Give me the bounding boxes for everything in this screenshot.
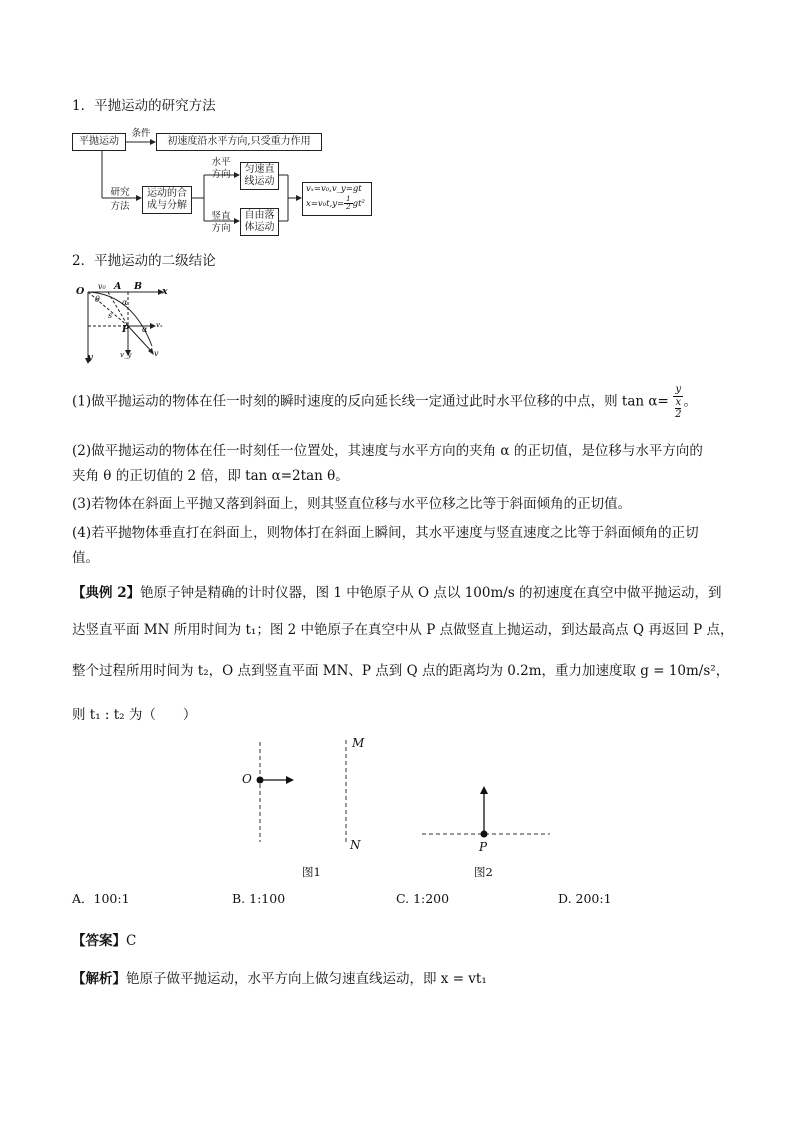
example-tag: 【典例 2】 — [72, 585, 141, 601]
option-a: A．100:1 — [72, 891, 130, 906]
flow-formula-line-1: vₓ=v₀,v_y=gt — [306, 184, 362, 194]
diag-label-y: y — [87, 352, 93, 363]
diag-label-A: A — [114, 281, 122, 292]
answer-tag: 【答案】 — [72, 933, 126, 949]
flow-vertical-label-1: 竖直 — [211, 211, 231, 222]
projectile-diagram — [72, 280, 172, 364]
fig-caption-1: 图1 — [302, 865, 321, 879]
conclusion-1-text: (1)做平抛运动的物体在任一时刻的瞬时速度的反向延长线一定通过此时水平位移的中点，则 tan α= — [72, 393, 669, 410]
flow-horizontal-label-2: 方向 — [211, 169, 231, 180]
diag-label-v0: v₀ — [98, 282, 106, 291]
flow-method-label-2: 方法 — [110, 201, 130, 212]
flow-method-label-1: 研究 — [110, 187, 130, 198]
flow-decompose-box — [142, 186, 192, 214]
flow-formula-box — [302, 182, 372, 216]
diag-label-x: x — [162, 286, 168, 297]
diag-label-s: s — [108, 311, 113, 320]
example-line-2: 达竖直平面 MN 所用时间为 t₁；图 2 中铯原子在真空中从 P 点做竖直上抛运动，到达最高点 Q 再返回 P 点， — [72, 622, 734, 638]
flow-uniform-box — [240, 162, 279, 190]
option-d: D. 200:1 — [558, 891, 612, 906]
conclusion-1-den-num: x — [675, 397, 682, 408]
fig-caption-2: 图2 — [474, 865, 493, 879]
example-line-1 — [72, 583, 722, 603]
analysis-tag: 【解析】 — [72, 971, 126, 987]
analysis-text: 铯原子做平抛运动，水平方向上做匀速直线运动，即 x = vt₁ — [126, 971, 487, 987]
diag-label-vy: v_y — [120, 351, 132, 359]
diag-label-alpha: α — [122, 298, 128, 307]
flow-decompose-line-2: 成与分解 — [147, 200, 187, 211]
problem-figure — [230, 736, 570, 886]
answer-line — [72, 931, 136, 951]
conclusion-4-line-2: 值。 — [72, 550, 99, 566]
conclusion-2-line-2: 夹角 θ 的正切值的 2 倍，即 tan α=2tan θ。 — [72, 468, 349, 484]
conclusion-1-end: 。 — [683, 393, 697, 410]
example-line-1-text: 铯原子钟是精确的计时仪器，图 1 中铯原子从 O 点以 100m/s 的初速度在真空中做平抛运动，到 — [140, 585, 722, 601]
option-c: C. 1:200 — [396, 891, 450, 906]
method-flowchart — [72, 128, 372, 240]
fig-label-N: N — [350, 838, 361, 852]
analysis-line — [72, 969, 487, 989]
diag-label-vx: vₓ — [156, 321, 163, 329]
flow-decompose-line-1: 运动的合 — [147, 188, 187, 199]
answer-value: C — [126, 933, 137, 949]
diag-label-theta: θ — [95, 295, 100, 304]
flow-formula-2a: x=v₀t,y= — [306, 199, 345, 209]
flow-condition-label: 条件 — [131, 128, 151, 139]
flow-uniform-line-1: 匀速直 — [244, 164, 275, 175]
flow-formula-line-2 — [306, 196, 371, 211]
flow-formula-2b: gt² — [352, 199, 365, 209]
flow-formula-frac-num: 1 — [346, 195, 351, 203]
option-b: B. 1:100 — [232, 891, 286, 906]
section-2-title: 2．平抛运动的二级结论 — [72, 253, 216, 269]
fig-label-M: M — [352, 736, 365, 750]
conclusion-2-line-1: (2)做平抛运动的物体在任一时刻任一位置处，其速度与水平方向的夹角 α 的正切值，是位移与水平方向的 — [72, 443, 703, 459]
problem-figure-svg — [230, 736, 570, 886]
conclusion-1 — [72, 384, 697, 420]
conclusion-4-line-1: (4)若平抛物体垂直打在斜面上，则物体打在斜面上瞬间，其水平速度与竖直速度之比等于斜面倾角的正切 — [72, 525, 699, 541]
section-1-title: 1．平抛运动的研究方法 — [72, 98, 216, 114]
conclusion-1-num: y — [673, 384, 683, 397]
flow-formula-frac-den: 2 — [346, 203, 351, 211]
conclusion-3: (3)若物体在斜面上平抛又落到斜面上，则其竖直位移与水平位移之比等于斜面倾角的正切值。 — [72, 496, 632, 512]
flow-freefall-line-2: 体运动 — [244, 222, 275, 233]
diag-label-P: P — [122, 324, 130, 335]
flow-vertical-label-2: 方向 — [211, 223, 231, 234]
fig-label-O: O — [242, 772, 252, 786]
fig-label-P: P — [479, 840, 488, 854]
flow-condition-box: 初速度沿水平方向,只受重力作用 — [156, 133, 322, 151]
flow-start-box: 平抛运动 — [72, 133, 126, 151]
conclusion-1-den-den: 2 — [675, 409, 682, 420]
flow-uniform-line-2: 线运动 — [244, 176, 275, 187]
diag-label-v: v — [154, 349, 159, 358]
flow-freefall-line-1: 自由落 — [244, 210, 275, 221]
flow-horizontal-label-1: 水平 — [211, 157, 231, 168]
flow-freefall-box — [240, 208, 279, 236]
example-line-3: 整个过程所用时间为 t₂，O 点到竖直平面 MN、P 点到 Q 点的距离均为 0.2m，重力加速度取 g = 10m/s²， — [72, 663, 730, 679]
diag-label-B: B — [134, 281, 143, 292]
diag-label-O: O — [76, 286, 85, 297]
diag-label-alpha-2: α — [142, 325, 148, 334]
example-line-4: 则 t₁ : t₂ 为（ ） — [72, 707, 197, 723]
